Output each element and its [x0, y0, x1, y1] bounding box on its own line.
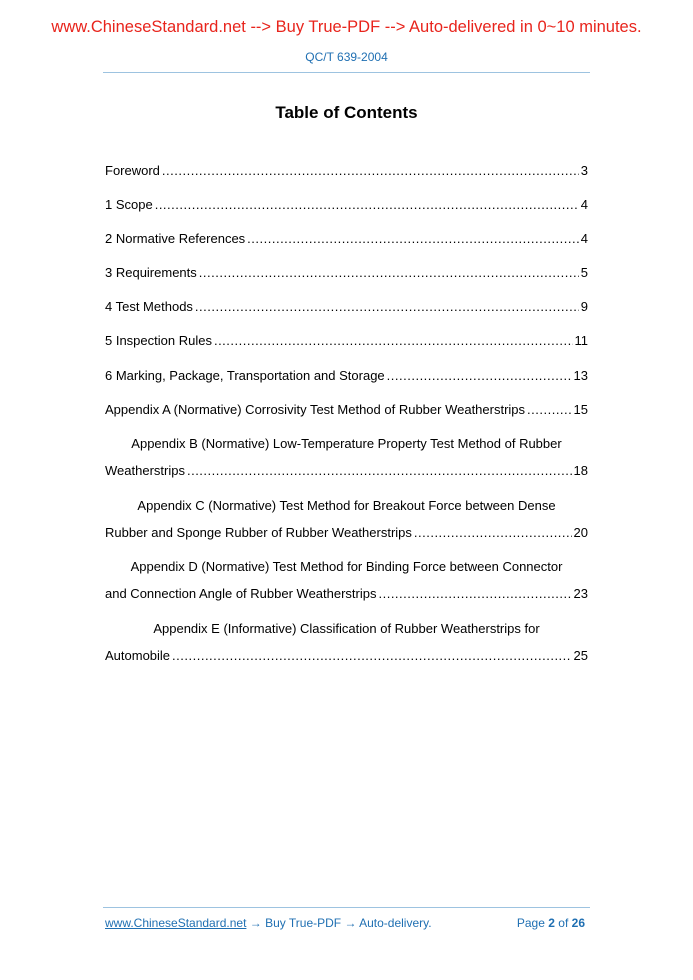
toc-entry-inspection-rules[interactable] [105, 332, 588, 350]
toc-entry-requirements[interactable] [105, 264, 588, 282]
page-footer [105, 916, 585, 930]
toc-entry-appendix-d[interactable] [105, 585, 588, 603]
toc-entry-label: 6 Marking, Package, Transportation and Storage [105, 368, 385, 383]
toc-entry-marking[interactable] [105, 367, 588, 385]
toc-entry-label: Appendix A (Normative) Corrosivity Test Method of Rubber Weatherstrips [105, 402, 526, 417]
toc-entry-label: Weatherstrips [105, 463, 185, 478]
toc-leader-dots [162, 162, 579, 180]
toc-leader-dots [195, 298, 579, 316]
footer-site-link[interactable]: www.ChineseStandard.net [105, 916, 247, 930]
toc-leader-dots [172, 647, 571, 665]
promo-banner[interactable]: www.ChineseStandard.net --> Buy True-PDF --> Auto-delivered in 0~10 minutes. [51, 18, 642, 36]
toc-entry-appendix-e[interactable] [105, 647, 588, 665]
page-indicator [517, 916, 585, 930]
footer-divider [103, 907, 590, 908]
page-word: Page [516, 916, 545, 930]
page-title: Table of Contents [275, 103, 418, 122]
toc-leader-dots [187, 462, 572, 480]
toc-entry-appendix-d-line1[interactable]: Appendix D (Normative) Test Method for Binding Force between Connector [130, 559, 563, 574]
document-code: QC/T 639-2004 [305, 50, 388, 64]
total-page-count: 26 [571, 916, 585, 930]
toc-page-number: 4 [580, 197, 588, 212]
toc-page-number: 11 [574, 333, 588, 348]
toc-page-number: 23 [573, 586, 588, 601]
toc-entry-normative-references[interactable] [105, 230, 588, 248]
toc-entry-scope[interactable] [105, 196, 588, 214]
current-page-number: 2 [548, 916, 555, 930]
toc-entry-label: 3 Requirements [105, 265, 197, 280]
toc-entry-label: Rubber and Sponge Rubber of Rubber Weatherstrips [105, 525, 412, 540]
toc-page-number: 15 [573, 402, 588, 417]
toc-leader-dots [199, 264, 579, 282]
toc-entry-label: 4 Test Methods [105, 299, 193, 314]
toc-page-number: 9 [580, 299, 588, 314]
toc-leader-dots [155, 196, 579, 214]
footer-tagline: → Buy True-PDF → Auto-delivery. [246, 916, 432, 930]
toc-page-number: 5 [580, 265, 588, 280]
toc-leader-dots [387, 367, 572, 385]
header-divider [103, 72, 590, 73]
toc-entry-label: Automobile [105, 648, 171, 663]
toc-entry-label: Foreword [105, 163, 160, 178]
toc-entry-appendix-e-line1[interactable]: Appendix E (Informative) Classification of Rubber Weatherstrips for [153, 621, 540, 636]
toc-leader-dots [414, 524, 572, 542]
toc-leader-dots [378, 585, 571, 603]
toc-entry-foreword[interactable] [105, 162, 588, 180]
toc-entry-label: 5 Inspection Rules [105, 333, 212, 348]
toc-entry-label: 2 Normative References [105, 231, 246, 246]
toc-entry-appendix-c[interactable] [105, 524, 588, 542]
toc-leader-dots [214, 332, 573, 350]
toc-entry-appendix-b-line1[interactable]: Appendix B (Normative) Low-Temperature Property Test Method of Rubber [131, 436, 562, 451]
toc-entry-label: and Connection Angle of Rubber Weatherstrips [105, 586, 377, 601]
toc-page-number: 20 [573, 525, 588, 540]
toc-entry-label: 1 Scope [105, 197, 153, 212]
toc-page-number: 18 [573, 463, 588, 478]
toc-page-number: 3 [580, 163, 588, 178]
toc-page-number: 4 [580, 231, 588, 246]
toc-entry-appendix-a[interactable] [105, 401, 588, 419]
toc-page-number: 13 [573, 368, 588, 383]
toc-entry-test-methods[interactable] [105, 298, 588, 316]
toc-page-number: 25 [573, 648, 588, 663]
toc-entry-appendix-c-line1[interactable]: Appendix C (Normative) Test Method for Breakout Force between Dense [137, 498, 556, 513]
toc-leader-dots [247, 230, 579, 248]
toc-leader-dots [527, 401, 572, 419]
toc-entry-appendix-b[interactable] [105, 462, 588, 480]
of-word: of [558, 916, 569, 930]
